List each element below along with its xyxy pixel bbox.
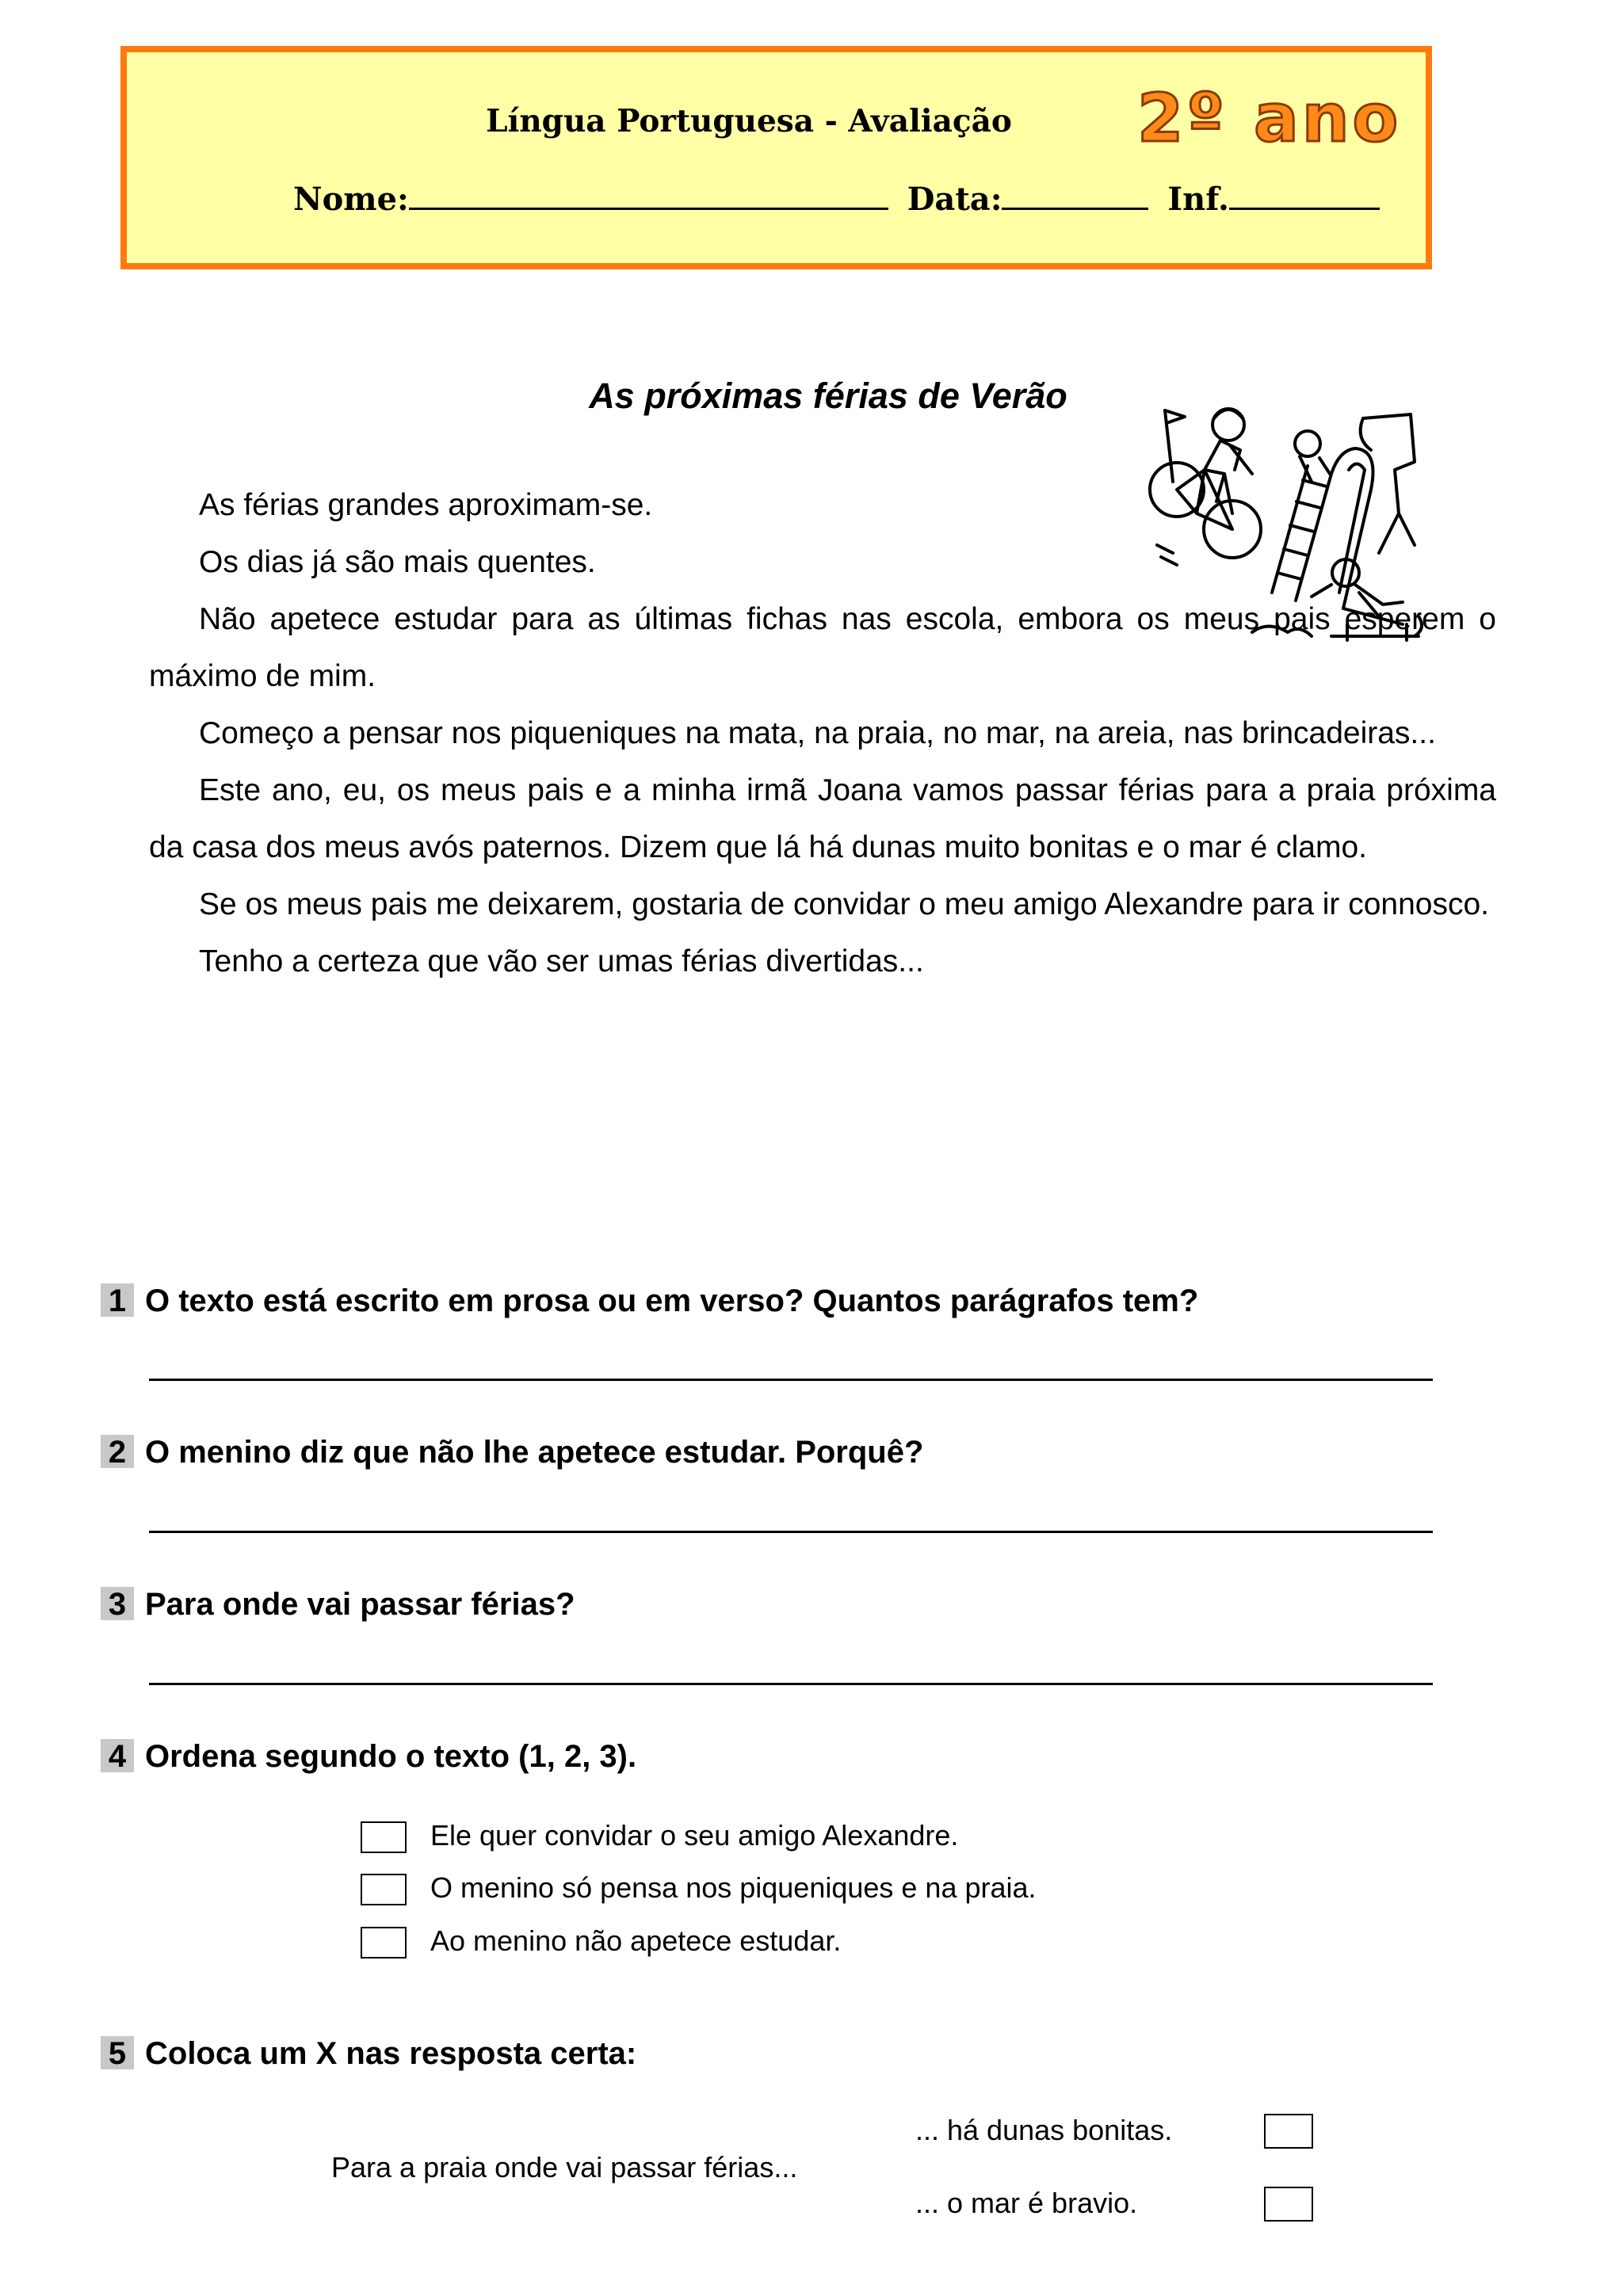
story-paragraph: Os dias já são mais quentes. (199, 545, 596, 579)
story-paragraph: Começo a pensar nos piqueniques na mata, na praia, no mar, na areia, nas brincadeiras... (199, 716, 1436, 750)
order-item (361, 1924, 841, 1958)
story-text-wrapped (149, 591, 1496, 990)
story-text (149, 477, 1235, 591)
inf-field[interactable] (1229, 179, 1380, 210)
answer-line-1[interactable] (149, 1379, 1433, 1381)
answer-line-2[interactable] (149, 1531, 1433, 1533)
student-info-row (293, 179, 1380, 218)
story-paragraph: Este ano, eu, os meus pais e a minha irmã Joana vamos passar férias para a praia próxima da casa dos meus avós paternos. Dizem que lá há dunas muito bonitas e o mar é clamo. (149, 773, 1496, 864)
story-paragraph: Não apetece estudar para as últimas fichas nas escola, embora os meus pais esperem o máximo de mim. (149, 602, 1496, 693)
story-paragraph: Tenho a certeza que vão ser umas férias divertidas... (199, 944, 924, 978)
date-field[interactable] (1002, 179, 1148, 210)
choice-box[interactable] (1264, 2114, 1313, 2149)
choice-option-text: ... há dunas bonitas. (915, 2114, 1173, 2146)
order-item (361, 1871, 1037, 1905)
question-text: Coloca um X nas resposta certa: (145, 2036, 637, 2071)
story-title: As próximas férias de Verão (589, 376, 1067, 416)
answer-line-3[interactable] (149, 1683, 1433, 1685)
name-field[interactable] (409, 179, 888, 210)
question-1 (101, 1283, 1198, 1319)
story-paragraph: Se os meus pais me deixarem, gostaria de convidar o meu amigo Alexandre para ir connosco. (199, 887, 1490, 921)
order-box[interactable] (361, 1927, 407, 1958)
question-4 (101, 1739, 636, 1775)
order-item-text: O menino só pensa nos piqueniques e na praia. (430, 1871, 1037, 1904)
date-label: Data: (907, 181, 1002, 218)
order-box[interactable] (361, 1821, 407, 1853)
story-paragraph: As férias grandes aproximam-se. (199, 488, 653, 522)
order-item (361, 1819, 958, 1853)
question-number: 5 (101, 2036, 134, 2069)
grade-label: 2º ano (1137, 79, 1402, 157)
question-text: Para onde vai passar férias? (145, 1587, 575, 1622)
subject-title: Língua Portuguesa - Avaliação (486, 103, 1012, 139)
question-2 (101, 1435, 923, 1470)
order-item-text: Ao menino não apetece estudar. (430, 1924, 842, 1957)
question-number: 2 (101, 1435, 134, 1468)
question-number: 4 (101, 1739, 134, 1772)
question-3 (101, 1587, 575, 1623)
question-5 (101, 2036, 636, 2072)
order-box[interactable] (361, 1874, 407, 1905)
question-text: O menino diz que não lhe apetece estudar. Porquê? (145, 1435, 924, 1470)
question-number: 1 (101, 1283, 134, 1317)
choice-stem: Para a praia onde vai passar férias... (331, 2151, 798, 2183)
header-box (120, 46, 1432, 269)
choice-option-text: ... o mar é bravio. (915, 2187, 1138, 2219)
choice-box[interactable] (1264, 2187, 1313, 2222)
order-item-text: Ele quer convidar o seu amigo Alexandre. (430, 1819, 959, 1852)
question-text: O texto está escrito em prosa ou em verso? Quantos parágrafos tem? (145, 1283, 1199, 1318)
name-label: Nome: (293, 181, 409, 218)
question-text: Ordena segundo o texto (1, 2, 3). (145, 1739, 637, 1774)
inf-label: Inf. (1167, 181, 1229, 218)
question-number: 3 (101, 1587, 134, 1620)
